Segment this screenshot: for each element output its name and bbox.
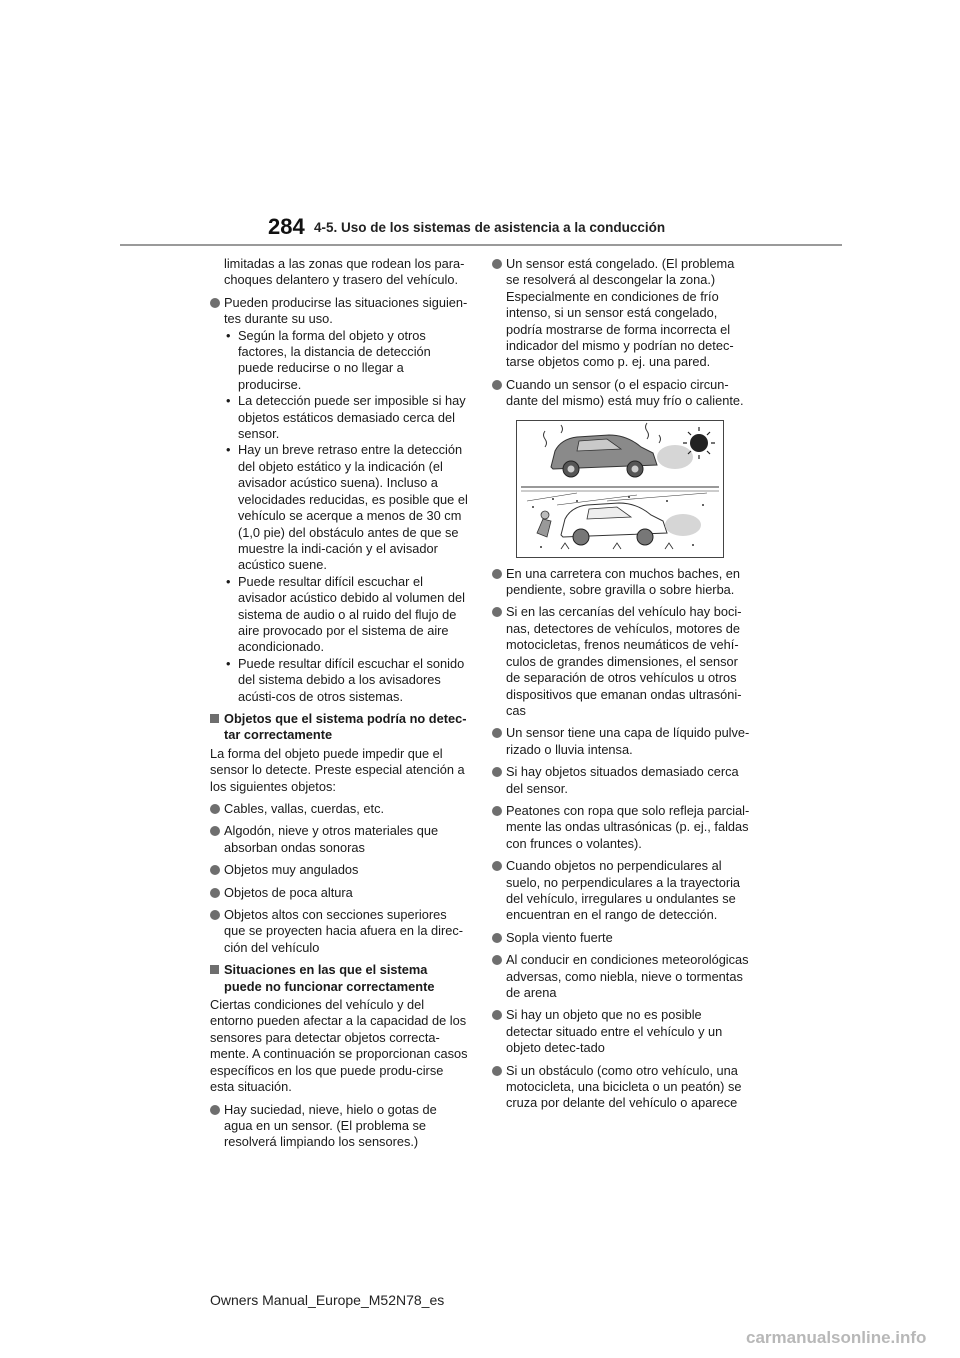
list-item-text: Objetos altos con secciones superiores que se proyecten hacia afuera en la direc-ción del vehículo: [224, 907, 464, 955]
bullet-dot-icon: [492, 259, 502, 269]
sub-item: • Según la forma del objeto y otros factores, la distancia de detección puede reducirse o no llegar a producirse.: [226, 327, 431, 392]
cold-car-panel: [527, 493, 707, 549]
sub-item: • Puede resultar difícil escuchar el avisador acústico debido al volumen del sistema de audio o al ruido del flujo de aire provocado por el sistema de aire acondicionado.: [226, 573, 465, 655]
list-item: [210, 1102, 468, 1151]
sub-item: • Puede resultar difícil escuchar el sonido del sistema debido a los avisadores acústi-cos de otros sistemas.: [226, 655, 465, 704]
right-column: [492, 256, 750, 1118]
bullet-dot-icon: [492, 607, 502, 617]
bullet-dot-icon: [210, 826, 220, 836]
list-item: [492, 764, 750, 797]
list-item: [210, 907, 468, 956]
sub-item-text: Puede resultar difícil escuchar el sonido del sistema debido a los avisadores acústi-cos de otros sistemas.: [238, 655, 465, 704]
page-number: 284: [268, 214, 305, 239]
bullet-dot-icon: [492, 933, 502, 943]
list-item-text: En una carretera con muchos baches, en pendiente, sobre gravilla o sobre hierba.: [506, 565, 741, 598]
list-item: [492, 377, 750, 410]
sub-item-text: La detección puede ser imposible si hay objetos estáticos demasiado cerca del sensor.: [238, 393, 466, 442]
list-item-text: Cuando un sensor (o el espacio circun-dante del mismo) está muy frío o caliente.: [506, 376, 744, 409]
list-item: [210, 823, 468, 856]
hot-car-panel: [544, 423, 716, 477]
list-item-text: Si hay objetos situados demasiado cerca del sensor.: [506, 764, 739, 796]
watermark: carmanualsonline.info: [746, 1328, 927, 1347]
list-item: [492, 256, 750, 371]
sub-list: [210, 328, 468, 705]
intro-continuation: limitadas a las zonas que rodean los para-choques delantero y trasero del vehículo.: [224, 256, 465, 288]
list-item-text: Objetos de poca altura: [224, 884, 353, 900]
car-illustration-svg: [517, 421, 723, 557]
bullet-dot-icon: [210, 298, 220, 308]
bullet-text: Pueden producirse las situaciones siguien-tes durante su uso.: [224, 294, 468, 327]
bullet-dot-icon: [210, 865, 220, 875]
sub-item-text: Según la forma del objeto y otros factores, la distancia de detección puede reducirse o no llegar a producirse.: [238, 327, 431, 392]
list-item-text: Si en las cercanías del vehículo hay boci-nas, detectores de vehículos, motores de motocicletas, frenos neumáticos de vehí-culos de grandes dimensiones, el sensor de separación de otros vehículos u otros dispositivos que emanan ondas ultrasóni-cas: [506, 604, 742, 718]
bullet-dot-icon: [210, 1105, 220, 1115]
illustration-sensor-temperature: [516, 420, 724, 558]
footer-manual-id: Owners Manual_Europe_M52N78_es: [210, 1292, 445, 1308]
list-item-text: Cuando objetos no perpendiculares al suelo, no perpendiculares a la trayectoria del vehículo, irregulares u ondulantes se encuentran en el rango de detección.: [506, 858, 741, 923]
list-item: [492, 858, 750, 924]
list-item-text: Algodón, nieve y otros materiales que absorban ondas sonoras: [224, 823, 439, 855]
list-item: [210, 862, 468, 878]
list-item: [492, 803, 750, 852]
square-bullet-icon: [210, 965, 219, 974]
section-title: 4-5. Uso de los sistemas de asistencia a la conducción: [314, 220, 666, 235]
heading-text: Situaciones en las que el sistema puede no funcionar correctamente: [224, 962, 435, 994]
sub-item-text: Puede resultar difícil escuchar el avisador acústico debido al volumen del sistema de audio o al ruido del flujo de aire provocado por el sistema de aire acondicionado.: [238, 573, 465, 655]
heading-situations: [210, 962, 468, 995]
bullet-dot-icon: [492, 806, 502, 816]
list-item-text: Un sensor tiene una capa de líquido pulve-rizado o lluvia intensa.: [506, 725, 750, 757]
list-item-text: Si hay un objeto que no es posible detectar situado entre el vehículo y un objeto detec-tado: [506, 1007, 723, 1056]
bullet-dot-icon: [492, 1066, 502, 1076]
list-item: [210, 885, 468, 901]
list-item-text: Sopla viento fuerte: [506, 929, 613, 945]
bullet-dot-icon: [492, 1010, 502, 1020]
header-divider: [120, 244, 842, 246]
square-bullet-icon: [210, 714, 219, 723]
sub-item: • Hay un breve retraso entre la detección del objeto estático y la indicación (el avisador acústico suena). Incluso a velocidades reducidas, es posible que el vehículo se acerque a menos de 30 cm (1,0 pie) del obstáculo antes de que se muestre la indi-cación y el avisador acústico suene.: [226, 442, 468, 573]
list-item: [492, 1063, 750, 1112]
list-item: [492, 725, 750, 758]
list-item-text: Cables, vallas, cuerdas, etc.: [224, 801, 385, 816]
list-item: [492, 1007, 750, 1056]
situations-intro: Ciertas condiciones del vehículo y del entorno pueden afectar a la capacidad de los sensores para detectar objetos correcta-mente. A continuación se proporcionan casos específicos en los que puede produ-cirse esta situación.: [210, 997, 468, 1095]
bullet-dot-icon: [492, 861, 502, 871]
bullet-situations: [210, 295, 468, 328]
list-item-text: Al conducir en condiciones meteorológicas adversas, como niebla, nieve o tormentas de arena: [506, 952, 749, 1000]
sub-item-text: Hay un breve retraso entre la detección del objeto estático y la indicación (el avisador acústico suena). Incluso a velocidades reducidas, es posible que el vehículo se acerque a menos de 30 cm (1,0 pie) del obstáculo antes de que se muestre la indi-cación y el avisador acústico suene.: [238, 442, 468, 573]
bullet-dot-icon: [210, 910, 220, 920]
list-item: [492, 604, 750, 719]
heading-objects: [210, 711, 468, 744]
bullet-dot-icon: [210, 888, 220, 898]
objects-intro: La forma del objeto puede impedir que el sensor lo detecte. Preste especial atención a los siguientes objetos:: [210, 745, 465, 794]
bullet-dot-icon: [210, 804, 220, 814]
list-item-text: Peatones con ropa que solo refleja parcial-mente las ondas ultrasónicas (p. ej., faldas con frunces o volantes).: [506, 802, 750, 851]
list-item-text: Si un obstáculo (como otro vehículo, una motocicleta, una bicicleta o un peatón) se cruza por delante del vehículo o aparece: [506, 1062, 742, 1111]
bullet-dot-icon: [492, 955, 502, 965]
bullet-dot-icon: [492, 569, 502, 579]
sub-item: • La detección puede ser imposible si hay objetos estáticos demasiado cerca del sensor.: [226, 393, 466, 442]
bullet-dot-icon: [492, 380, 502, 390]
left-column: [210, 256, 468, 1157]
list-item-text: Un sensor está congelado. (El problema se resolverá al descongelar la zona.) Especialmente en condiciones de frío intenso, si un sensor está congelado, podría mostrarse de forma incorrecta el indicador del mismo y podrían no detec-tarse objetos como p. ej. una pared.: [506, 256, 735, 370]
heading-text: Objetos que el sistema podría no detec-tar correctamente: [224, 710, 467, 743]
list-item: [492, 930, 750, 946]
list-item: [210, 801, 468, 817]
list-item-text: Hay suciedad, nieve, hielo o gotas de agua en un sensor. (El problema se resolverá limpiando los sensores.): [224, 1101, 437, 1150]
list-item-text: Objetos muy angulados: [224, 862, 359, 878]
bullet-dot-icon: [492, 767, 502, 777]
list-item: [492, 566, 750, 599]
list-item: [492, 952, 750, 1001]
bullet-dot-icon: [492, 728, 502, 738]
